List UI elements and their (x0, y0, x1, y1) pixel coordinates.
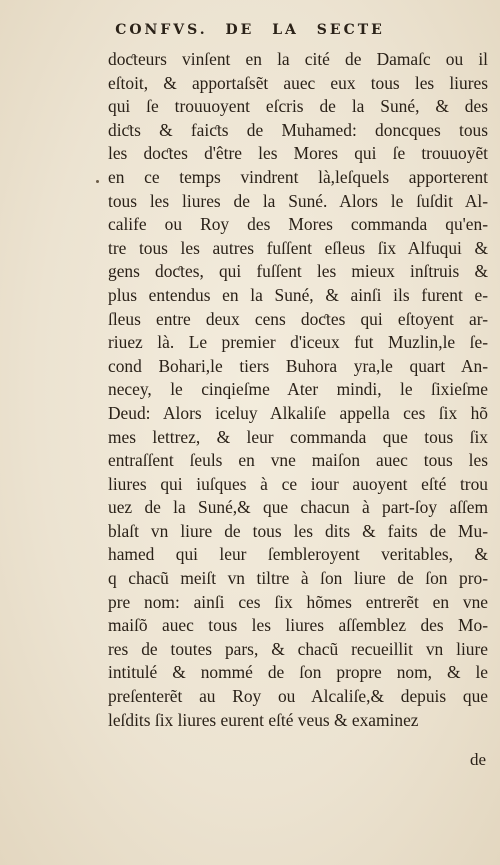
header-word: DE (225, 22, 255, 38)
text-line: doƈteurs vinſent en la cité de Damaſc ou il (108, 49, 488, 69)
text-line: plus entendus en la Suné, & ainſi ils furent e- (108, 284, 488, 305)
page-body-text (108, 48, 488, 732)
text-line: leſdits ſix liures eurent eſté veus & examinez (108, 709, 419, 730)
catchword: de (469, 750, 486, 769)
text-line: tre tous les autres fuſſent eſleus ſix Alfuqui & (108, 237, 488, 258)
text-line: pre nom: ainſi ces ſix hõmes entrerẽt en vne (108, 591, 488, 612)
text-line: en ce temps vindrent là,leſquels apporterent (108, 166, 488, 187)
text-line: les doƈtes d'être les Mores qui ſe trouuoyẽt (108, 143, 488, 164)
text-line: blaſt vn liure de tous les dits & faits de Mu- (108, 520, 488, 541)
text-line: intitulé & nommé de ſon propre nom, & le (108, 662, 488, 683)
running-header (0, 22, 500, 38)
text-line: riuez là. Le premier d'iceux fut Muzlin,le ſe- (108, 332, 488, 353)
text-line: res de toutes pars, & chacũ recueillit vn liure (108, 638, 488, 659)
text-line: eſtoit, & apportaſsẽt auec eux tous les liures (108, 72, 488, 93)
text-line: gens doƈtes, qui fuſſent les mieux inſtruis & (108, 261, 488, 282)
text-line: entraſſent ſeuls en vne maiſon auec tous les (108, 450, 488, 471)
header-word: LA (272, 22, 299, 38)
text-line: hamed qui leur ſembleroyent veritables, & (108, 544, 488, 565)
text-line: qui ſe trouuoyent eſcris de la Suné, & des (108, 96, 488, 117)
text-line: necey, le cinqieſme Ater mindi, le ſixieſme (108, 379, 488, 400)
text-line: preſenterẽt au Roy ou Alcaliſe,& depuis que (108, 686, 488, 707)
text-line: uez de la Suné,& que chacun à part-ſoy aſſem (108, 497, 488, 518)
text-line: calife ou Roy des Mores commanda qu'en- (108, 214, 488, 235)
text-line: liures qui iuſques à ce iour auoyent eſté trou (108, 473, 488, 494)
header-word: CONFVS. (115, 22, 208, 38)
text-line: ſleus entre deux cens doƈtes qui eſtoyent ar- (108, 308, 488, 329)
text-line: q chacũ meiſt vn tiltre à ſon liure de ſon pro- (108, 568, 488, 589)
text-line: mes lettrez, & leur commanda que tous ſix (108, 426, 488, 447)
text-line: tous les liures de la Suné. Alors le ſuſdit Al- (108, 190, 488, 211)
margin-mark (96, 180, 99, 183)
text-line: maiſõ auec tous les liures aſſemblez des Mo- (108, 615, 488, 636)
text-line: diƈts & faiƈts de Muhamed: doncques tous (108, 119, 488, 140)
header-word: SECTE (316, 22, 385, 38)
text-line: Deud: Alors iceluy Alkaliſe appella ces ſix hõ (108, 402, 488, 423)
text-line: cond Bohari,le tiers Buhora yra,le quart An- (108, 355, 488, 376)
